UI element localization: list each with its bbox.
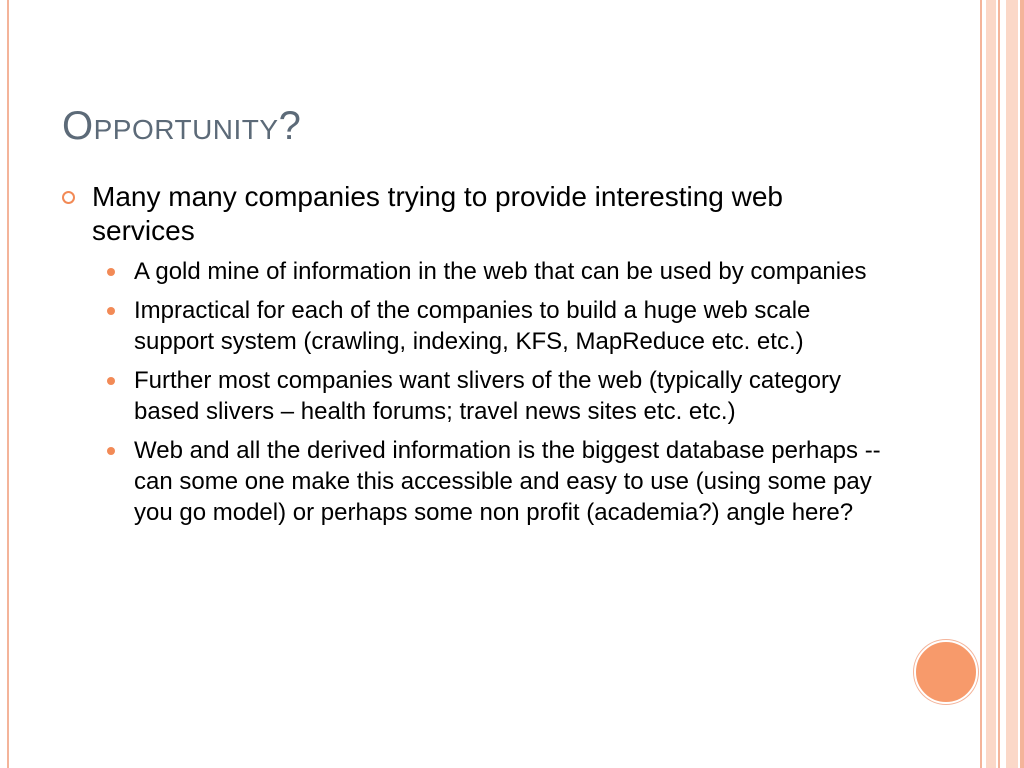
sub-bullet-text: A gold mine of information in the web that can be used by companies: [134, 258, 867, 285]
sub-bullet: [62, 295, 882, 357]
sub-bullet: [62, 435, 882, 528]
stripe: [980, 0, 982, 768]
slide-body: [62, 180, 882, 536]
dot-bullet-icon: [107, 447, 115, 455]
hollow-circle-bullet-icon: [62, 191, 75, 204]
slide-title: Opportunity?: [62, 104, 302, 148]
dot-bullet-icon: [107, 377, 115, 385]
sub-bullet-text: Further most companies want slivers of the web (typically category based slivers – health forums; travel news sites etc. etc.): [134, 367, 841, 425]
decorative-circle: [914, 640, 978, 704]
sub-bullet-text: Web and all the derived information is the biggest database perhaps -- can some one make this accessible and easy to use (using some pay you go model) or perhaps some non profit (academia?) angle here?: [134, 437, 881, 526]
sub-bullet-text: Impractical for each of the companies to build a huge web scale support system (crawling, indexing, KFS, MapReduce etc. etc.): [134, 297, 811, 355]
sub-bullet: [62, 365, 882, 427]
stripe: [1006, 0, 1018, 768]
stripe: [998, 0, 1000, 768]
bullet-level-1: [62, 180, 882, 248]
dot-bullet-icon: [107, 268, 115, 276]
sub-bullet: [62, 256, 882, 287]
right-decorative-stripes: [980, 0, 1024, 768]
dot-bullet-icon: [107, 307, 115, 315]
bullet-text: Many many companies trying to provide interesting web services: [92, 181, 784, 246]
stripe: [1020, 0, 1024, 768]
stripe: [986, 0, 996, 768]
sub-bullet-list: [62, 256, 882, 528]
left-border-line: [7, 0, 9, 768]
